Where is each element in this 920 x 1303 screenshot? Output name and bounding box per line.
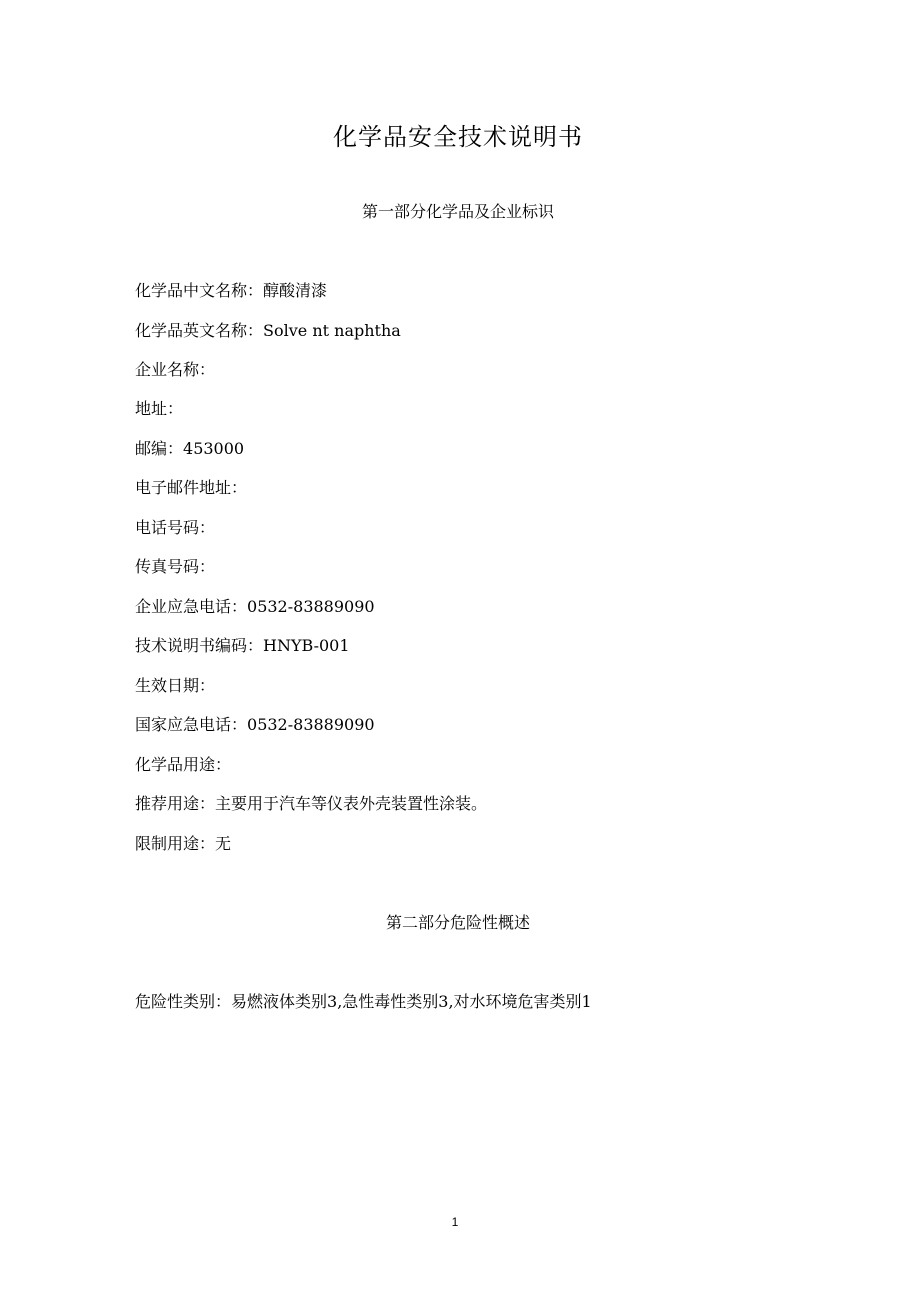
field-label: 化学品中文名称： [135,281,264,300]
field-value: 0532-83889090 [247,597,375,616]
field-label: 化学品用途： [135,755,232,774]
field-label: 电子邮件地址： [135,478,248,497]
field-postcode [135,438,875,460]
section-heading-part1: 第一部分化学品及企业标识 [361,202,554,221]
field-label: 危险性类别： [135,992,232,1011]
field-label: 企业应急电话： [135,597,248,616]
field-value: HNYB-001 [263,636,350,655]
field-address [135,398,875,420]
field-value: 主要用于汽车等仪表外壳装置性涂装。 [215,794,488,813]
field-label: 生效日期： [135,676,216,695]
field-restricted-use [135,833,875,855]
field-chinese-name [135,280,875,302]
field-value: 453000 [183,439,245,458]
field-sds-code [135,635,875,657]
field-label: 传真号码： [135,557,216,576]
section-heading-part2: 第二部分危险性概述 [385,913,530,932]
field-fax [135,556,875,578]
field-value: 醇酸清漆 [263,281,328,300]
field-email [135,477,875,499]
field-value: 易燃液体类别3,急性毒性类别3,对水环境危害类别1 [231,992,592,1011]
field-national-emergency-phone [135,714,875,736]
field-recommended-use [135,793,875,815]
field-label: 邮编： [135,439,184,458]
field-english-name [135,320,875,342]
field-value: Solve nt naphtha [263,321,401,340]
page-number: 1 [451,1215,459,1229]
field-value: 0532-83889090 [247,715,375,734]
field-company-emergency-phone [135,596,875,618]
field-label: 推荐用途： [135,794,216,813]
field-label: 化学品英文名称： [135,321,264,340]
document-title: 化学品安全技术说明书 [333,123,583,151]
field-value: 无 [215,834,232,853]
field-phone [135,517,875,539]
field-effective-date [135,675,875,697]
field-label: 电话号码： [135,518,216,537]
field-label: 国家应急电话： [135,715,248,734]
field-label: 地址： [135,399,184,418]
field-hazard-category [135,991,875,1013]
field-company-name [135,359,875,381]
field-chemical-use [135,754,875,776]
field-label: 技术说明书编码： [135,636,264,655]
field-label: 限制用途： [135,834,216,853]
field-label: 企业名称： [135,360,216,379]
